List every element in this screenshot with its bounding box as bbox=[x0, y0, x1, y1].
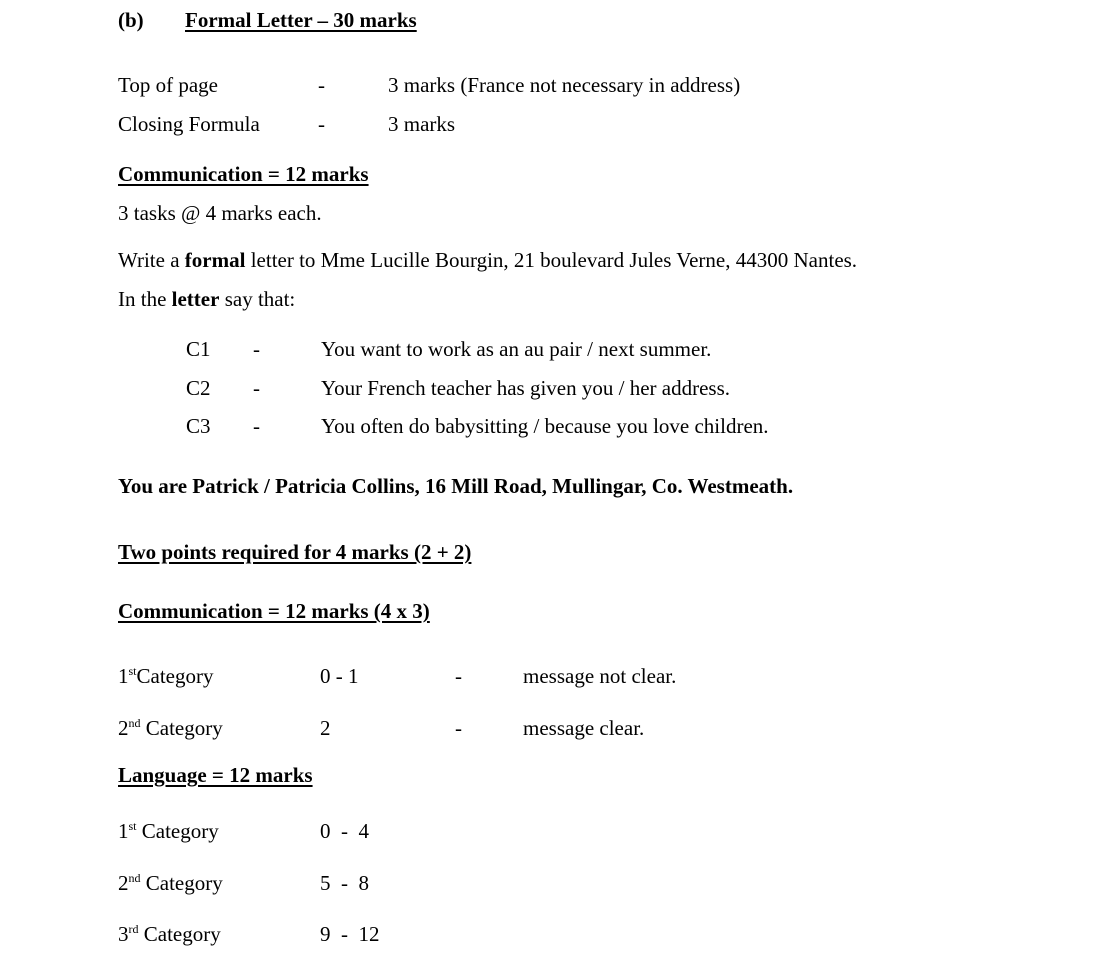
comm-category-desc: message not clear. bbox=[523, 664, 677, 688]
comm-category-dash: - bbox=[455, 664, 462, 688]
lang-category-range: 5 - 8 bbox=[320, 871, 369, 895]
category-word: Category bbox=[143, 922, 221, 946]
task-text: You want to work as an au pair / next summer. bbox=[321, 337, 712, 361]
language-heading: Language = 12 marks bbox=[118, 763, 313, 787]
instruction-bold: formal bbox=[184, 248, 246, 272]
lang-category-label bbox=[118, 924, 221, 945]
category-number: 1 bbox=[118, 819, 129, 843]
category-number: 3 bbox=[118, 922, 129, 946]
category-word: Category bbox=[136, 664, 214, 688]
task-dash: - bbox=[253, 337, 260, 361]
task-dash: - bbox=[253, 414, 260, 438]
communication-heading-2: Communication = 12 marks (4 x 3) bbox=[118, 599, 430, 623]
category-number: 1 bbox=[118, 664, 129, 688]
task-code: C2 bbox=[186, 376, 211, 400]
task-code: C3 bbox=[186, 414, 211, 438]
category-ordinal: st bbox=[128, 664, 137, 678]
category-word: Category bbox=[145, 716, 223, 740]
communication-heading: Communication = 12 marks bbox=[118, 162, 369, 186]
instruction-text-2: letter to Mme Lucille Bourgin, 21 boulevard Jules Verne, 44300 Nantes. bbox=[245, 248, 858, 272]
comm-category-label bbox=[118, 718, 223, 739]
task-text: You often do babysitting / because you love children. bbox=[321, 414, 769, 438]
category-ordinal: nd bbox=[128, 871, 141, 885]
lang-category-label bbox=[118, 873, 223, 894]
category-ordinal: st bbox=[128, 819, 137, 833]
task-dash: - bbox=[253, 376, 260, 400]
comm-category-dash: - bbox=[455, 716, 462, 740]
identity-line: You are Patrick / Patricia Collins, 16 Mill Road, Mullingar, Co. Westmeath. bbox=[118, 474, 794, 498]
say-text-2: say that: bbox=[219, 287, 296, 311]
category-number: 2 bbox=[118, 871, 129, 895]
comm-category-range: 0 - 1 bbox=[320, 664, 359, 688]
category-ordinal: nd bbox=[128, 716, 141, 730]
row-closing-formula-dash: - bbox=[318, 112, 325, 136]
comm-category-range: 2 bbox=[320, 716, 331, 740]
row-top-of-page-dash: - bbox=[318, 73, 325, 97]
category-number: 2 bbox=[118, 716, 129, 740]
say-line bbox=[118, 289, 295, 310]
section-label: (b) bbox=[118, 8, 144, 32]
instruction-text-1: Write a bbox=[118, 248, 185, 272]
row-closing-formula-label: Closing Formula bbox=[118, 112, 260, 136]
row-top-of-page-value: 3 marks (France not necessary in address) bbox=[388, 73, 741, 97]
task-text: Your French teacher has given you / her address. bbox=[321, 376, 731, 400]
category-word: Category bbox=[145, 871, 223, 895]
category-ordinal: rd bbox=[128, 922, 139, 936]
lang-category-label bbox=[118, 821, 219, 842]
section-title: Formal Letter – 30 marks bbox=[185, 8, 417, 32]
lang-category-range: 0 - 4 bbox=[320, 819, 369, 843]
tasks-note: 3 tasks @ 4 marks each. bbox=[118, 201, 322, 225]
lang-category-range: 9 - 12 bbox=[320, 922, 380, 946]
say-text-1: In the bbox=[118, 287, 172, 311]
comm-category-desc: message clear. bbox=[523, 716, 645, 740]
comm-category-label bbox=[118, 666, 214, 687]
row-top-of-page-label: Top of page bbox=[118, 73, 218, 97]
task-code: C1 bbox=[186, 337, 211, 361]
row-closing-formula-value: 3 marks bbox=[388, 112, 456, 136]
say-bold: letter bbox=[171, 287, 220, 311]
category-word: Category bbox=[141, 819, 219, 843]
instruction-line bbox=[118, 250, 857, 271]
two-points-heading: Two points required for 4 marks (2 + 2) bbox=[118, 540, 472, 564]
